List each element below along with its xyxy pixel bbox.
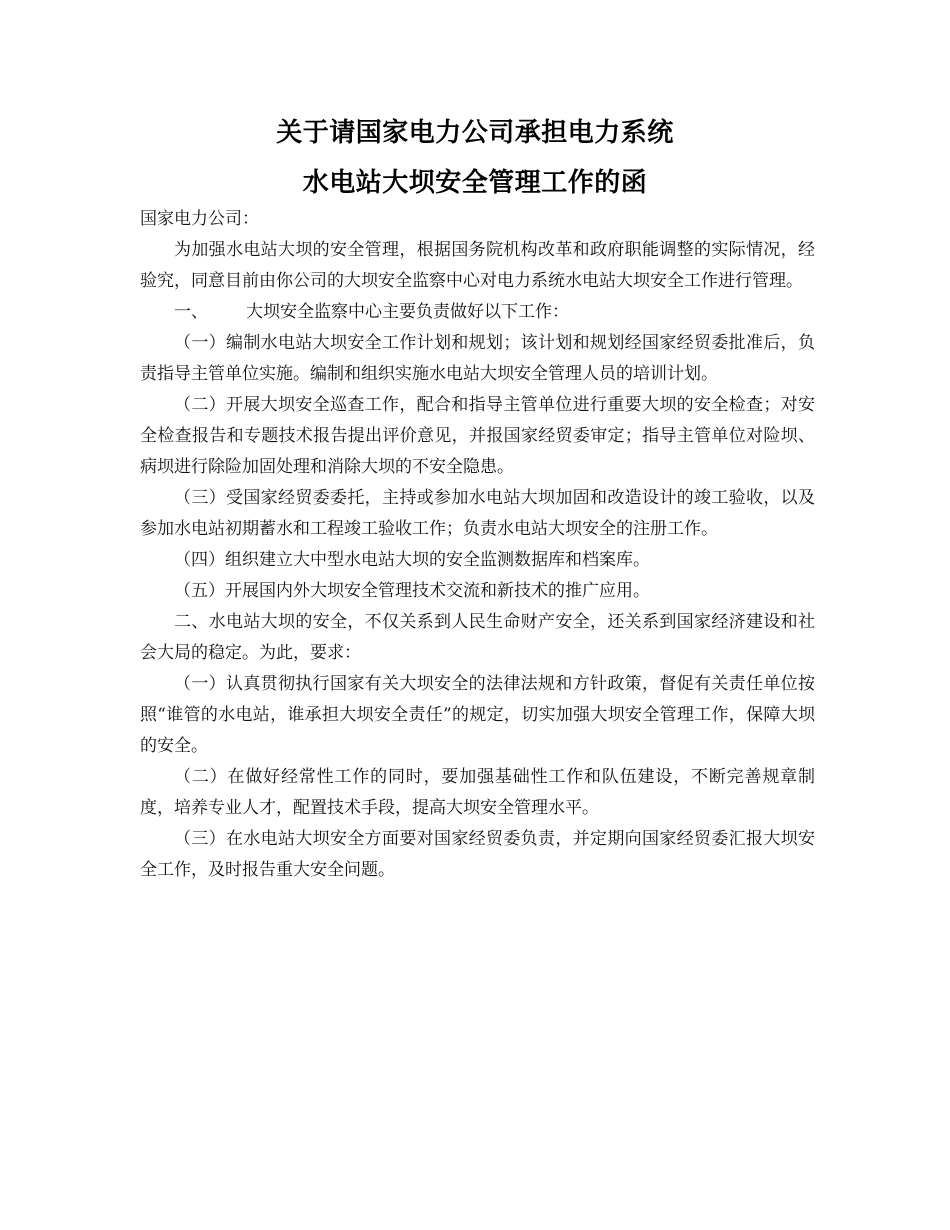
intro-paragraph: 为加强水电站大坝的安全管理，根据国务院机构改革和政府职能调整的实际情况，经验究，同意目前由你公司的大坝安全监察中心对电力系统水电站大坝安全工作进行管理。	[140, 240, 815, 291]
document-title	[0, 108, 950, 208]
title-line-2: 水电站大坝安全管理工作的函	[302, 168, 648, 198]
section-1-item: （三）受国家经贸委委托，主持或参加水电站大坝加固和改造设计的竣工验收，以及参加水电站初期蓄水和工程竣工验收工作；负责水电站大坝安全的注册工作。	[140, 488, 815, 539]
title-line-1: 关于请国家电力公司承担电力系统	[276, 118, 674, 148]
section-1-number: 一、	[174, 302, 208, 322]
section-1-item: （二）开展大坝安全巡查工作，配合和指导主管单位进行重要大坝的安全检查；对安全检查报告和专题技术报告提出评价意见，并报国家经贸委审定；指导主管单位对险坝、病坝进行除险加固处理和消除大坝的不安全隐患。	[140, 395, 815, 477]
section-1-item: （四）组织建立大中型水电站大坝的安全监测数据库和档案库。	[174, 550, 650, 570]
document-body	[140, 204, 815, 886]
section-2-heading: 二、水电站大坝的安全，不仅关系到人民生命财产安全，还关系到国家经济建设和社会大局的稳定。为此，要求：	[140, 612, 815, 663]
salutation: 国家电力公司：	[140, 209, 259, 229]
section-2-item: （三）在水电站大坝安全方面要对国家经贸委负责，并定期向国家经贸委汇报大坝安全工作，及时报告重大安全问题。	[140, 829, 815, 880]
section-1-item: （一）编制水电站大坝安全工作计划和规划；该计划和规划经国家经贸委批准后，负责指导主管单位实施。编制和组织实施水电站大坝安全管理人员的培训计划。	[140, 333, 815, 384]
section-1-item: （五）开展国内外大坝安全管理技术交流和新技术的推广应用。	[174, 581, 650, 601]
section-1-heading-text: 大坝安全监察中心主要负责做好以下工作：	[246, 302, 569, 322]
section-2-item: （一）认真贯彻执行国家有关大坝安全的法律法规和方针政策，督促有关责任单位按照“谁管的水电站，谁承担大坝安全责任”的规定，切实加强大坝安全管理工作，保障大坝的安全。	[140, 674, 815, 756]
section-1-heading	[140, 297, 815, 328]
section-2-item: （二）在做好经常性工作的同时，要加强基础性工作和队伍建设，不断完善规章制度，培养专业人才，配置技术手段，提高大坝安全管理水平。	[140, 767, 815, 818]
